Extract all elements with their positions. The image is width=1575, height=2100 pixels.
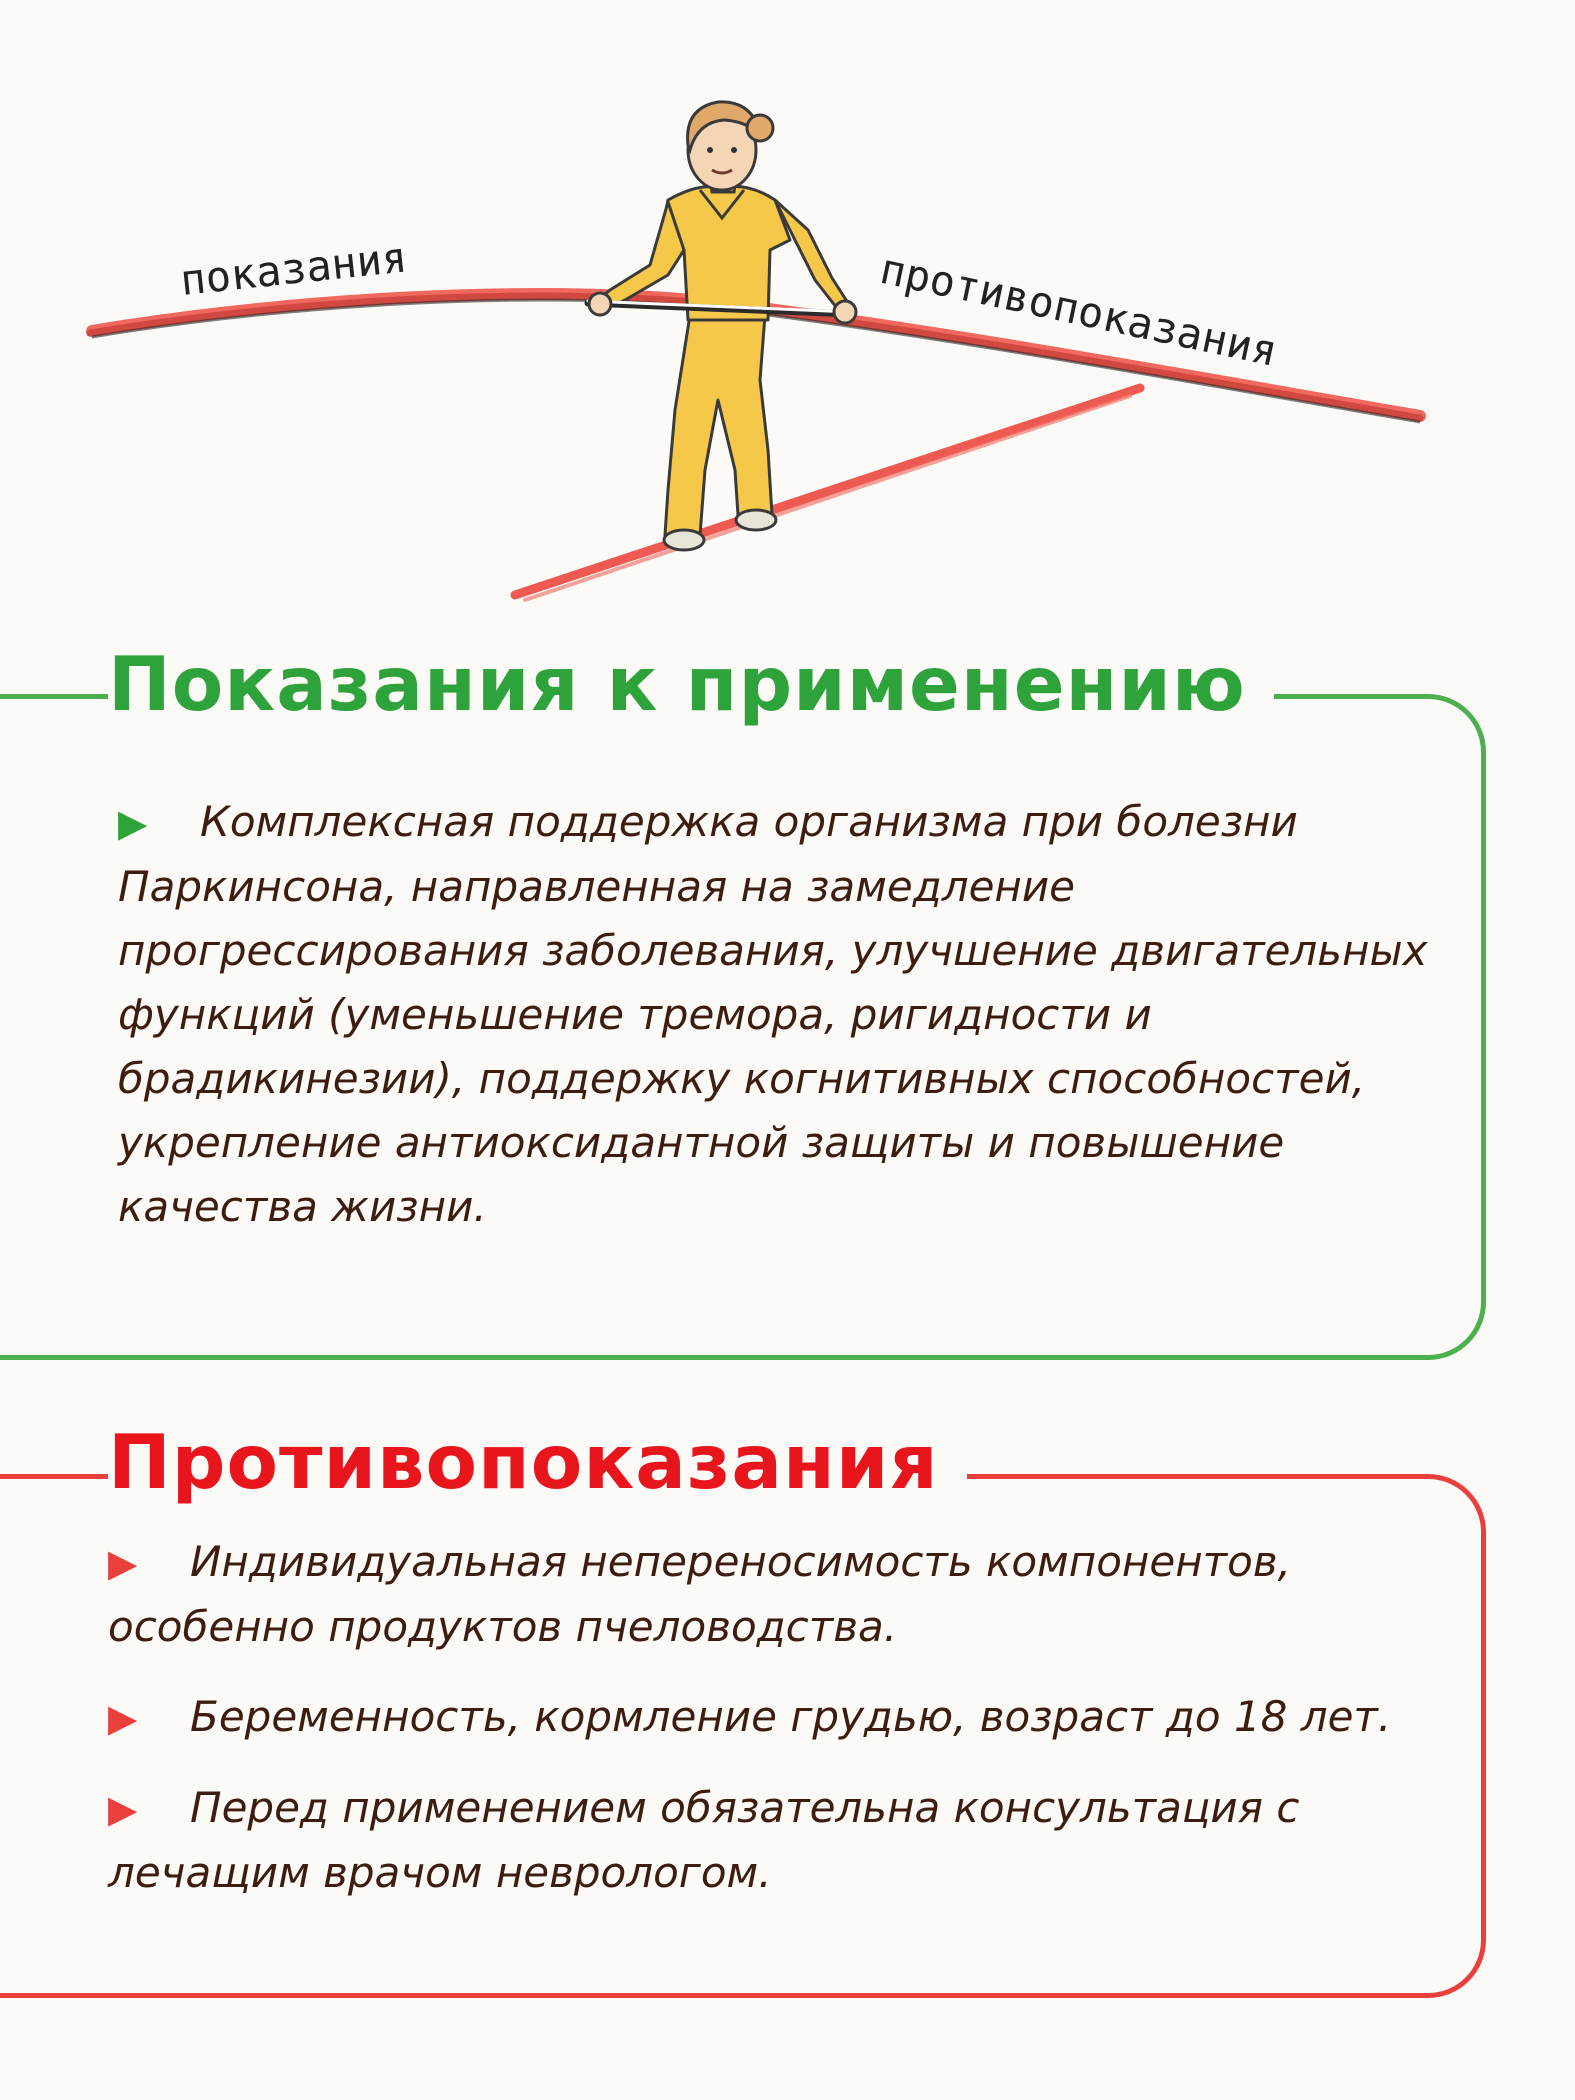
tightrope-illustration: [0, 50, 1430, 630]
list-item: [108, 1530, 1478, 1659]
elderly-woman-tightrope-walker-icon: [588, 102, 856, 550]
list-item: [108, 1685, 1478, 1750]
indications-title: Показания к применению: [108, 640, 1274, 728]
contraindications-list: [108, 1530, 1478, 1931]
indication-text: Комплексная поддержка организма при болезни Паркинсона, направленная на замедление прогрессирования заболевания, улучшение двигательных функций (уменьшение тремора, ригидности и брадикинезии), поддержку когнитивных способностей, укрепление антиоксидантной защиты и повышение качества жизни.: [118, 797, 1428, 1231]
contraindication-text: Индивидуальная непереносимость компонентов, особенно продуктов пчеловодства.: [108, 1537, 1291, 1651]
list-item: [108, 1776, 1478, 1905]
indications-list: [118, 790, 1458, 1265]
red-triangle-bullet-icon: ▶: [108, 1696, 138, 1740]
green-triangle-bullet-icon: ▶: [118, 801, 148, 845]
contraindication-text: Беременность, кормление грудью, возраст до 18 лет.: [190, 1692, 1392, 1741]
label-indications: показания: [177, 232, 410, 305]
label-contraindications: противопоказания: [875, 243, 1282, 376]
contraindications-title: Противопоказания: [108, 1418, 967, 1506]
list-item: [118, 790, 1458, 1239]
red-triangle-bullet-icon: ▶: [108, 1787, 138, 1831]
tightrope-drawing: [0, 50, 1430, 630]
contraindication-text: Перед применением обязательна консультация с лечащим врачом неврологом.: [108, 1783, 1300, 1897]
red-triangle-bullet-icon: ▶: [108, 1541, 138, 1585]
